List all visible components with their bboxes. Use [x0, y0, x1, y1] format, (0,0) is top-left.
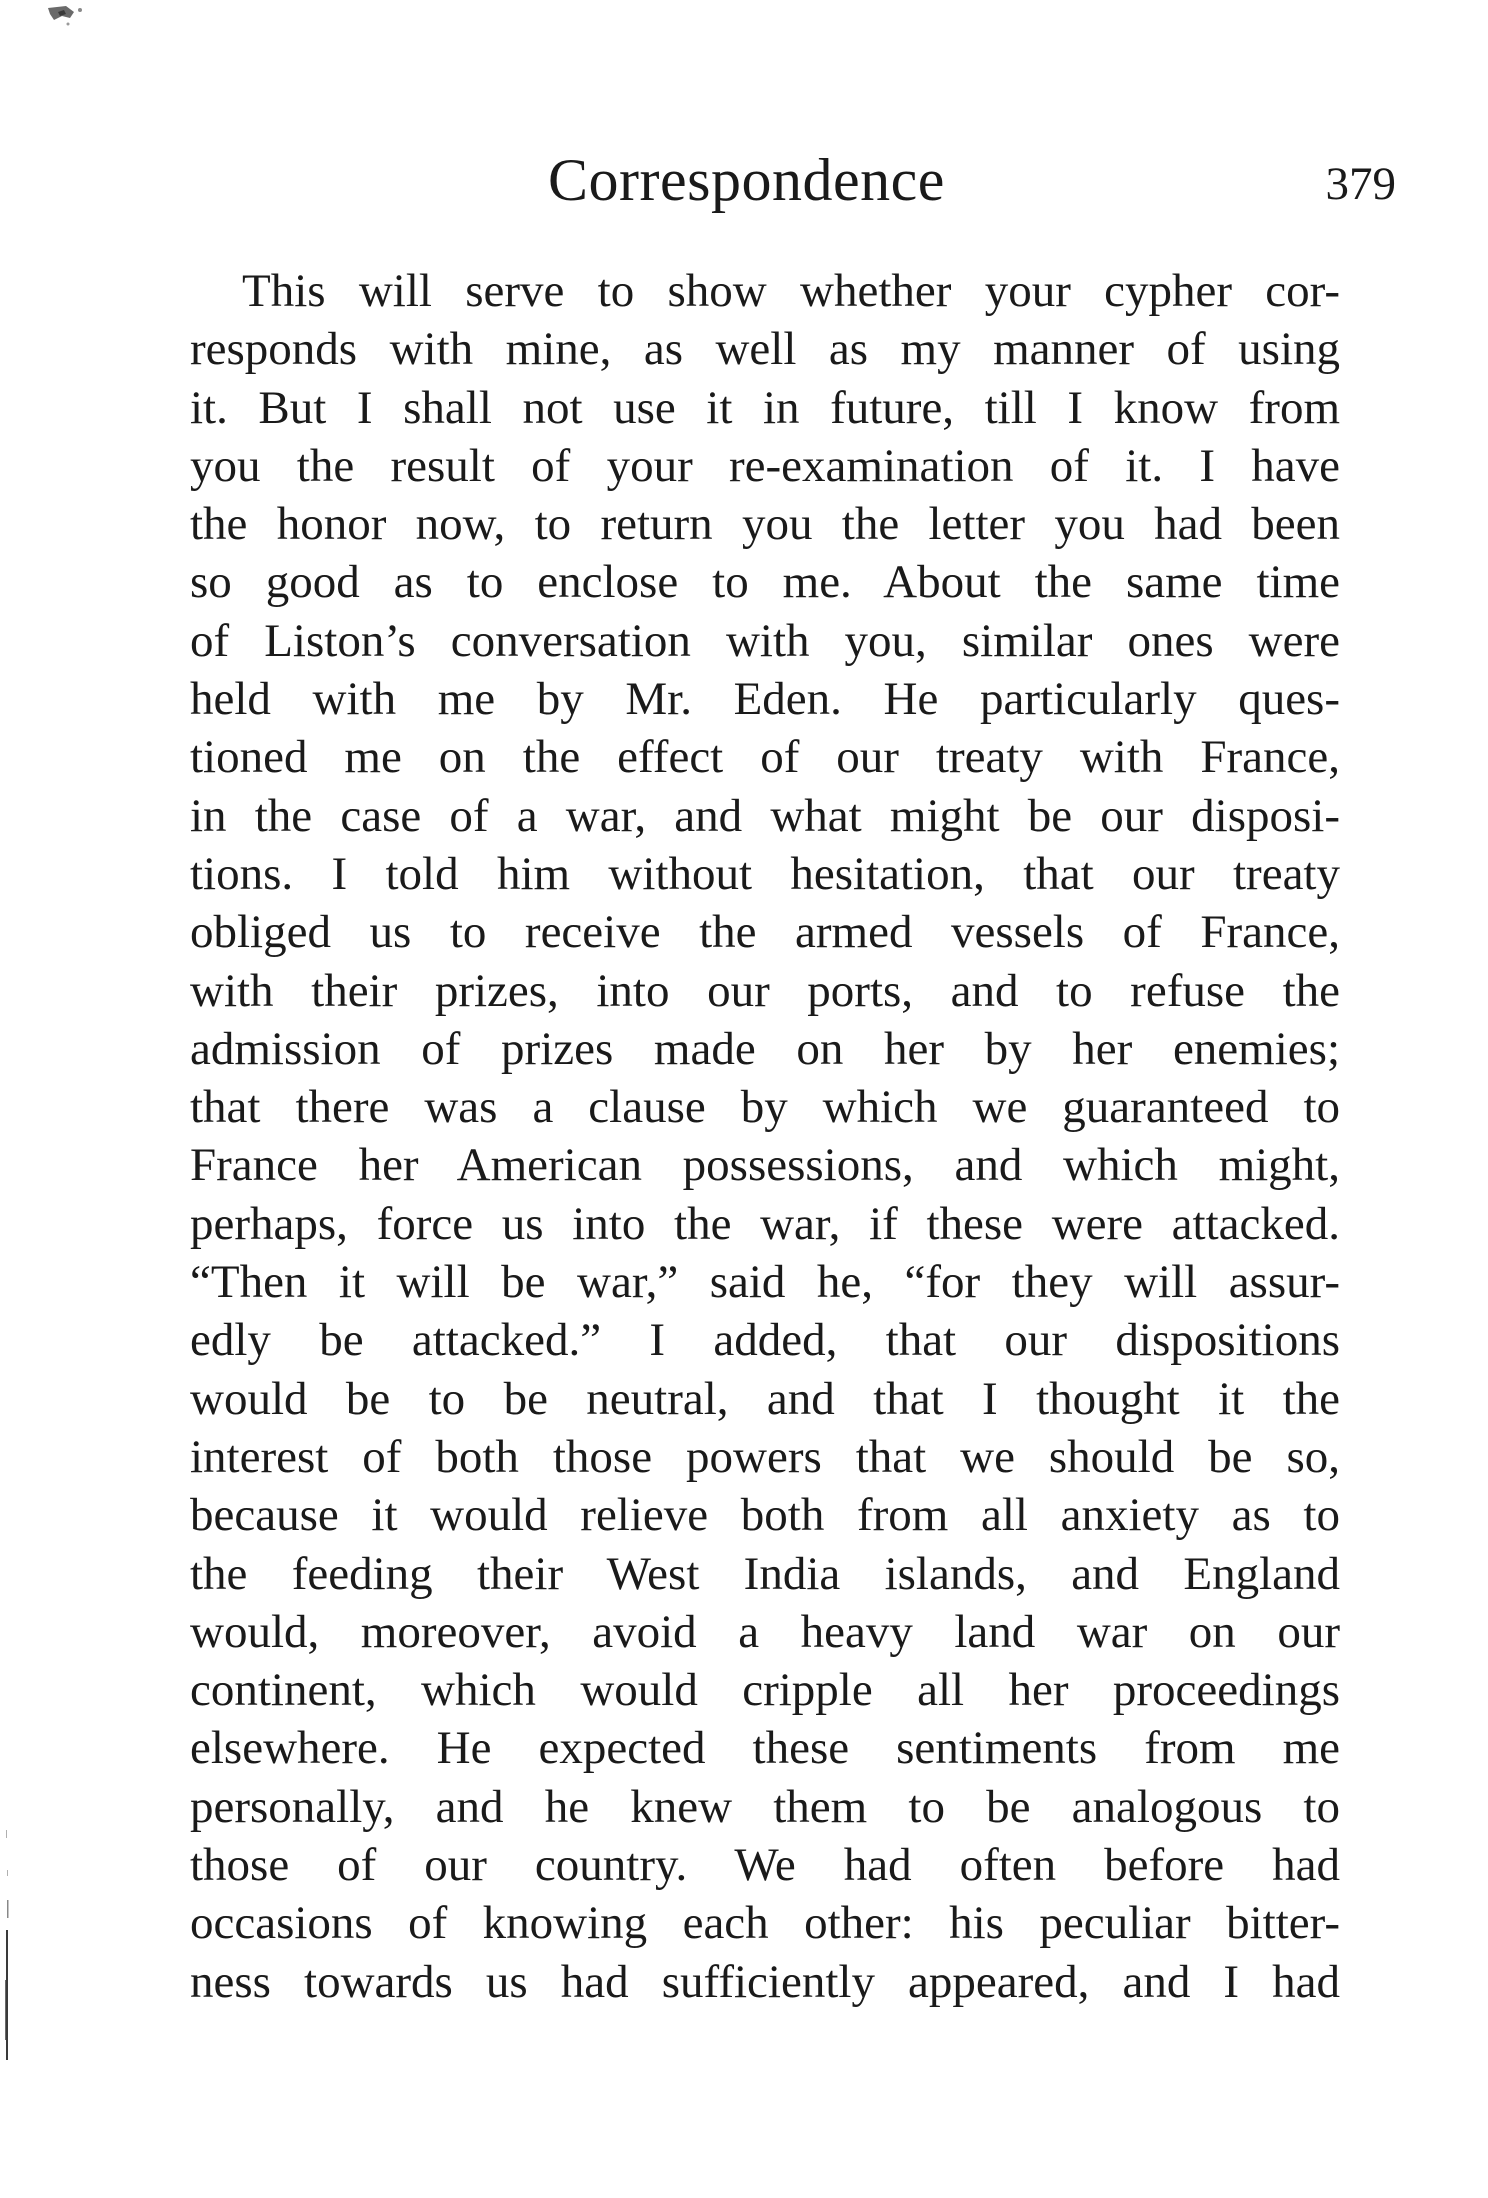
text-line: held with me by Mr. Eden. He particularly ques-: [190, 673, 1340, 726]
text-line: obliged us to receive the armed vessels of France,: [190, 906, 1340, 959]
body-text: [190, 262, 1340, 2011]
text-line: “Then it will be war,” said he, “for they will assur-: [190, 1256, 1340, 1309]
text-line: it. But I shall not use it in future, till I know from: [190, 381, 1340, 434]
text-line: perhaps, force us into the war, if these were attacked.: [190, 1197, 1340, 1250]
text-line: edly be attacked.” I added, that our dispositions: [190, 1314, 1340, 1367]
text-line: tioned me on the effect of our treaty with France,: [190, 731, 1340, 784]
text-line: with their prizes, into our ports, and to refuse the: [190, 964, 1340, 1017]
text-line: the honor now, to return you the letter you had been: [190, 498, 1340, 551]
ink-smudge-mark: [44, 2, 118, 38]
text-line: the feeding their West India islands, and England: [190, 1547, 1340, 1600]
running-header: [0, 140, 1488, 220]
text-line: so good as to enclose to me. About the same time: [190, 556, 1340, 609]
text-line: would be to be neutral, and that I thought it the: [190, 1372, 1340, 1425]
text-line: that there was a clause by which we guaranteed to: [190, 1081, 1340, 1134]
text-line: personally, and he knew them to be analogous to: [190, 1780, 1340, 1833]
text-line: responds with mine, as well as my manner of using: [190, 323, 1340, 376]
text-line: France her American possessions, and which might,: [190, 1139, 1340, 1192]
text-line: interest of both those powers that we should be so,: [190, 1430, 1340, 1483]
text-line: of Liston’s conversation with you, similar ones were: [190, 614, 1340, 667]
text-line: would, moreover, avoid a heavy land war on our: [190, 1605, 1340, 1658]
text-line: continent, which would cripple all her proceedings: [190, 1664, 1340, 1717]
text-line: elsewhere. He expected these sentiments from me: [190, 1722, 1340, 1775]
text-line: tions. I told him without hesitation, that our treaty: [190, 847, 1340, 900]
running-title: Correspondence: [548, 147, 945, 213]
text-line: those of our country. We had often before had: [190, 1839, 1340, 1892]
text-line: This will serve to show whether your cypher cor-: [242, 265, 1340, 317]
page-number: 379: [1325, 158, 1396, 210]
text-line: admission of prizes made on her by her enemies;: [190, 1022, 1340, 1075]
text-line: because it would relieve both from all anxiety as to: [190, 1489, 1340, 1542]
text-line: in the case of a war, and what might be our disposi-: [190, 789, 1340, 842]
text-line: ness towards us had sufficiently appeared, and I had: [190, 1955, 1340, 2008]
text-line: you the result of your re-examination of it. I have: [190, 439, 1340, 492]
text-line: occasions of knowing each other: his peculiar bitter-: [190, 1897, 1340, 1950]
binding-edge-marks: [0, 1830, 20, 2070]
